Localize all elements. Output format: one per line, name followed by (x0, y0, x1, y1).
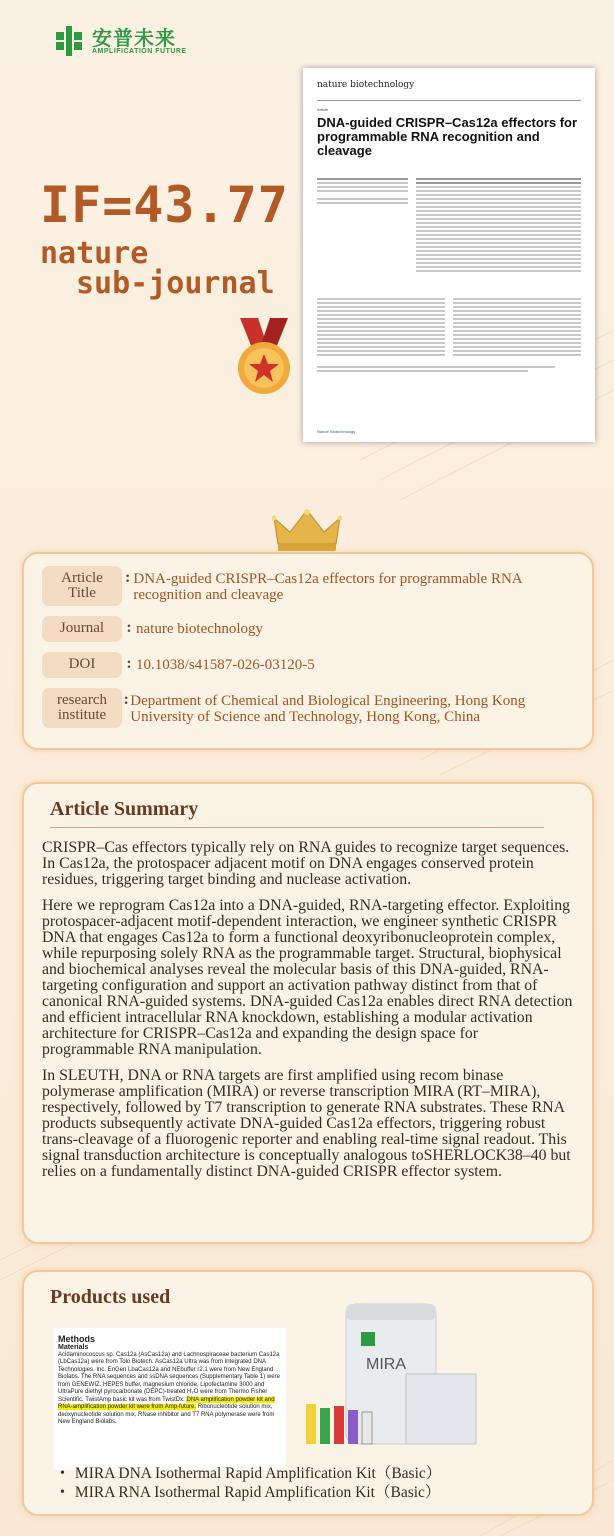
info-row-title: Article Title : DNA-guided CRISPR–Cas12a effectors for programmable RNA recognition and cleavage (42, 566, 574, 606)
summary-paragraph: Here we reprogram Cas12a into a DNA-guided, RNA-targeting effector. Exploiting protospacer-adjacent motif-dependent interaction, we engineer synthetic CRISPR DNA that engages Cas12a to form a functional deoxyribonucleoprotein complex, while repurposing solely RNA as the programmable target. Structural, biophysical and biochemical analyses reveal the molecular basis of this DNA-guided, RNA-targeting configuration and support an activation pathway distinct from that of canonical RNA-guided systems. DNA-guided Cas12a enables direct RNA detection and efficient intracellular RNA knockdown, establishing a modular activation architecture for CRISPR–Cas12a and expanding the design space for programmable RNA manipulation. (42, 897, 573, 1058)
brand-mark-icon (52, 24, 86, 58)
materials-heading: Materials (58, 1344, 89, 1351)
info-row-doi: DOI : 10.1038/s41587-026-03120-5 (42, 652, 574, 678)
brand-name-en: AMPLIFICATION FUTURE (92, 47, 187, 55)
hero-line-nature: nature (40, 236, 149, 271)
article-summary-card (22, 782, 594, 1244)
paper-thumbnail (303, 68, 595, 442)
paper-kind: Article (317, 107, 329, 112)
summary-paragraph: CRISPR–Cas effectors typically rely on RNA guides to recognize target sequences. In Cas12a, the protospacer adjacent motif on DNA engages conserved protein residues, triggering target binding and nuclease activation. (42, 839, 570, 888)
medal-icon (234, 318, 294, 398)
info-row-journal: Journal : nature biotechnology (42, 616, 574, 642)
summary-title: Article Summary (50, 798, 199, 820)
info-value: 10.1038/s41587-026-03120-5 (136, 657, 315, 673)
methods-highlight: DNA amplification powder kit and RNA-amplification powder kit were from Amp-future. (58, 1396, 275, 1410)
kit-brand-label: MIRA (366, 1356, 406, 1373)
list-item: • MIRA DNA Isothermal Rapid Amplification Kit（Basic） (60, 1465, 442, 1482)
info-label: Article Title (42, 566, 122, 606)
products-list (60, 1464, 441, 1502)
info-row-institute: research institute : Department of Chemical and Biological Engineering, Hong Kong University of Science and Technology, Hong Kong, China (42, 688, 574, 728)
methods-text-2: Ribonucleotide solution mix, deoxynucleotide solution mix, RNase inhibitor and T7 RNA polymerase were from New England Biolabs. (58, 1404, 275, 1425)
product-kit-image (286, 1294, 486, 1470)
brand-name-cn: 安普未来 (92, 25, 176, 50)
info-value: DNA-guided CRISPR–Cas12a effectors for programmable RNA recognition and cleavage (133, 571, 522, 603)
summary-paragraph: In SLEUTH, DNA or RNA targets are first amplified using recom binase polymerase amplification (MIRA) or reverse transcription MIRA (RT–MIRA), respectively, followed by T7 transcription to generate RNA substrates. These RNA products subsequently activate DNA-guided Cas12a effectors, triggering robust trans-cleavage of a fluorogenic reporter and enabling real-time signal readout. This signal transduction architecture is conceptually analogous toSHERLOCK38–40 but relies on a fundamentally distinct DNA-guided CRISPR effector system. (42, 1067, 571, 1180)
info-label: research institute (42, 688, 122, 728)
product-name: MIRA DNA Isothermal Rapid Amplification Kit（Basic） (74, 1465, 442, 1482)
info-label: Journal (42, 616, 122, 642)
crown-icon (272, 508, 342, 554)
paper-footer: Nature Biotechnology (317, 429, 356, 434)
info-value: Department of Chemical and Biological Engineering, Hong Kong University of Science and Technology, Hong Kong, China (130, 693, 526, 725)
products-title: Products used (50, 1286, 171, 1308)
methods-excerpt (54, 1328, 286, 1470)
paper-journal: nature biotechnology (317, 80, 415, 90)
methods-heading: Methods (58, 1334, 95, 1344)
paper-title: DNA-guided CRISPR–Cas12a effectors for programmable RNA recognition and cleavage (317, 115, 578, 158)
impact-factor: IF=43.77 (40, 176, 289, 234)
brand-logo (52, 24, 187, 58)
info-value: nature biotechnology (136, 621, 264, 637)
article-info-card (22, 552, 594, 750)
list-item: • MIRA RNA Isothermal Rapid Amplification Kit（Basic） (60, 1484, 441, 1501)
methods-text: Acidaminococcus sp. Cas12a (AsCas12a) and Lachnospiraceae bacterium Cas12a (LbCas12a) were from Tolo Biotech. AsCas12a Ultra was from Integrated DNA Technologies. Inc. EnGen LbaCas12a and NEbuffer r2.1 were from New England Biolabs. The RNA sequences and ssDNA sequences (Supplementary Table 1) were from GENEWIZ. HEPES buffer, magnesium chloride, Lipofectamine 3000 and UltraPure diethyl pyrocarbonate (DEPC)-treated H₂O were from Thermo Fisher Scientific. TwistAmp basic kit was from TwistDx. (58, 1351, 280, 1403)
hero-line-subjournal: sub-journal (76, 266, 275, 301)
product-name: MIRA RNA Isothermal Rapid Amplification Kit（Basic） (74, 1484, 441, 1501)
products-card (22, 1270, 594, 1516)
info-label: DOI (42, 652, 122, 678)
